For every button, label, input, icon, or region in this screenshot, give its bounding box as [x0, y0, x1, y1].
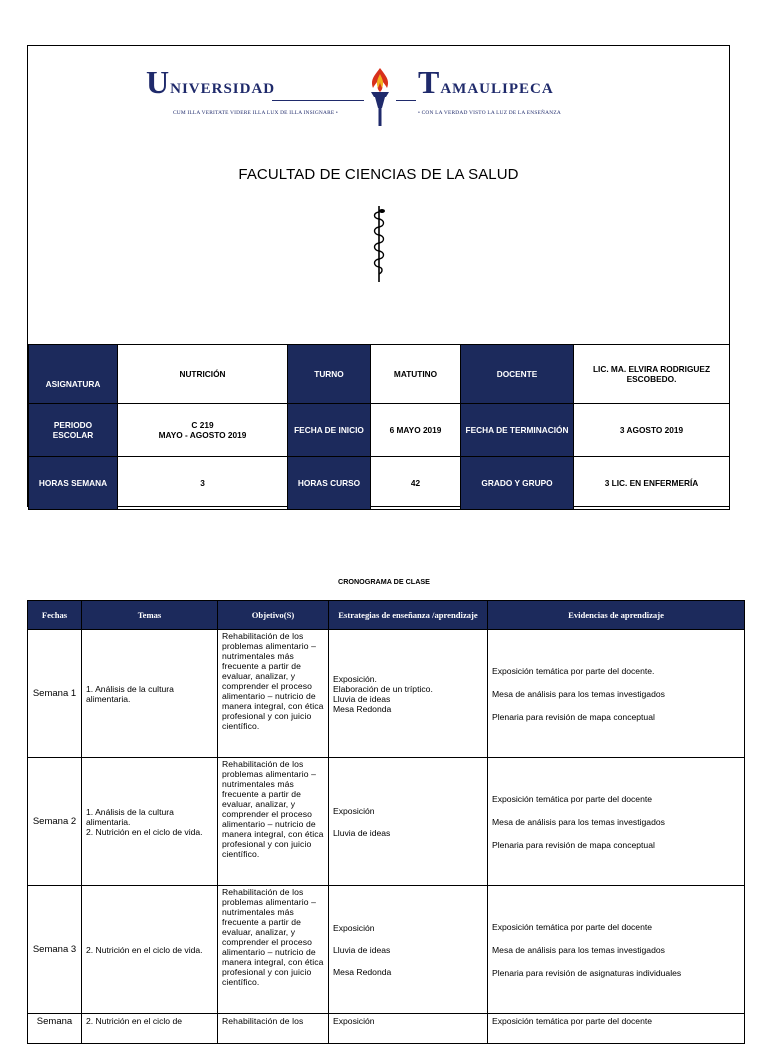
temas-cell: 1. Análisis de la cultura alimentaria. 2. Nutrición en el ciclo de vida. [82, 758, 218, 886]
week-cell: Semana [28, 1014, 82, 1044]
horas-curso-value: 42 [371, 457, 461, 510]
temas-cell: 2. Nutrición en el ciclo de [82, 1014, 218, 1044]
motto-latin: CUM ILLA VERITATE VIDERE ILLA LUX DE ILLA INSIGNARE • [173, 110, 339, 116]
evidencia-item: Mesa de análisis para los temas investigados [492, 816, 665, 827]
estrategia-item: Lluvia de ideas [333, 944, 391, 955]
horas-semana-label: HORAS SEMANA [29, 457, 118, 510]
asignatura-label: ASIGNATURA [29, 345, 118, 404]
schedule-table [27, 600, 745, 1044]
table-row [28, 886, 745, 1014]
inicio-value: 6 MAYO 2019 [371, 404, 461, 457]
caduceus-icon [368, 204, 390, 284]
estrategia-item: Mesa Redonda [333, 703, 392, 714]
week-cell: Semana 2 [28, 758, 82, 886]
grado-label: GRADO Y GRUPO [461, 457, 574, 510]
col-evidencias: Evidencias de aprendizaje [488, 601, 745, 630]
university-logo [28, 66, 729, 132]
termino-value: 3 AGOSTO 2019 [574, 404, 730, 457]
torch-icon [364, 66, 396, 128]
schedule-title: CRONOGRAMA DE CLASE [338, 577, 430, 586]
termino-label: FECHA DE TERMINACIÓN [461, 404, 574, 457]
turno-value: MATUTINO [371, 345, 461, 404]
table-row [28, 630, 745, 758]
evidencia-item: Exposición temática por parte del docente [492, 793, 653, 804]
col-fechas: Fechas [28, 601, 82, 630]
estrategia-item: Lluvia de ideas [333, 693, 391, 704]
university-name-left: Universidad [146, 64, 276, 100]
periodo-code: C 219 [191, 420, 214, 430]
periodo-value [118, 404, 288, 457]
evidencias-cell [488, 630, 745, 758]
horas-curso-label: HORAS CURSO [288, 457, 371, 510]
evidencia-item: Exposición temática por parte del docente. [492, 665, 655, 676]
asignatura-value: NUTRICIÓN [118, 345, 288, 404]
estrategia-item: Mesa Redonda [333, 966, 392, 977]
evidencia-item: Mesa de análisis para los temas investigados [492, 944, 665, 955]
temas-cell: 1. Análisis de la cultura alimentaria. [82, 630, 218, 758]
col-objetivo: Objetivo(S) [218, 601, 329, 630]
evidencia-item: Mesa de análisis para los temas investigados [492, 688, 665, 699]
periodo-range: MAYO - AGOSTO 2019 [158, 430, 247, 440]
evidencia-item: Exposición temática por parte del docente [492, 921, 653, 932]
week-cell: Semana 1 [28, 630, 82, 758]
logo-underline-left [272, 100, 364, 101]
docente-value: LIC. MA. ELVIRA RODRIGUEZ ESCOBEDO. [574, 345, 730, 404]
logo-underline-right [396, 100, 416, 101]
estrategias-cell [329, 630, 488, 758]
evidencia-item: Exposición temática por parte del docente [492, 1016, 653, 1026]
table-row [28, 758, 745, 886]
evidencia-item: Plenaria para revisión de mapa conceptual [492, 711, 655, 722]
horas-semana-value: 3 [118, 457, 288, 510]
estrategia-item: Exposición [333, 805, 375, 816]
grado-value: 3 LIC. EN ENFERMERÍA [574, 457, 730, 510]
university-name-right: Tamaulipeca [418, 64, 554, 100]
col-estrategias: Estrategias de enseñanza /aprendizaje [329, 601, 488, 630]
estrategia-item: Elaboración de un tríptico. [333, 683, 433, 694]
estrategias-cell [329, 886, 488, 1014]
objetivo-cell: Rehabilitación de los problemas alimentario –nutrimentales más frecuente a partir de evaluar, analizar, y comprender el proceso alimentario – nutricio de manera integral, con ética profesional y con juicio científico. [218, 630, 329, 758]
turno-label: TURNO [288, 345, 371, 404]
objetivo-cell: Rehabilitación de los problemas alimentario – nutrimentales más frecuente a partir de evaluar, analizar, y comprender el proceso alimentario – nutricio de manera integral, con ética profesional y con juicio científico. [218, 886, 329, 1014]
evidencia-item: Plenaria para revisión de mapa conceptual [492, 839, 655, 850]
estrategias-cell [329, 758, 488, 886]
estrategias-cell [329, 1014, 488, 1044]
evidencia-item: Plenaria para revisión de asignaturas individuales [492, 967, 682, 978]
estrategia-item: Exposición [333, 1016, 375, 1026]
objetivo-cell: Rehabilitación de los problemas alimentario – nutrimentales más frecuente a partir de evaluar, analizar, y comprender el proceso alimentario – nutricio de manera integral, con ética profesional y con juicio científico. [218, 758, 329, 886]
faculty-title: FACULTAD DE CIENCIAS DE LA SALUD [238, 166, 519, 183]
inicio-label: FECHA DE INICIO [288, 404, 371, 457]
estrategia-item: Lluvia de ideas [333, 827, 391, 838]
week-cell: Semana 3 [28, 886, 82, 1014]
evidencias-cell [488, 886, 745, 1014]
estrategia-item: Exposición. [333, 673, 377, 684]
course-info-table [28, 344, 730, 510]
objetivo-cell: Rehabilitación de los [218, 1014, 329, 1044]
evidencias-cell [488, 758, 745, 886]
periodo-label: PERIODO ESCOLAR [29, 404, 118, 457]
temas-cell: 2. Nutrición en el ciclo de vida. [82, 886, 218, 1014]
motto-spanish: • CON LA VERDAD VISTO LA LUZ DE LA ENSEÑANZA [418, 110, 561, 116]
evidencias-cell [488, 1014, 745, 1044]
col-temas: Temas [82, 601, 218, 630]
docente-label: DOCENTE [461, 345, 574, 404]
header-box [27, 45, 730, 507]
table-row [28, 1014, 745, 1044]
estrategia-item: Exposición [333, 922, 375, 933]
